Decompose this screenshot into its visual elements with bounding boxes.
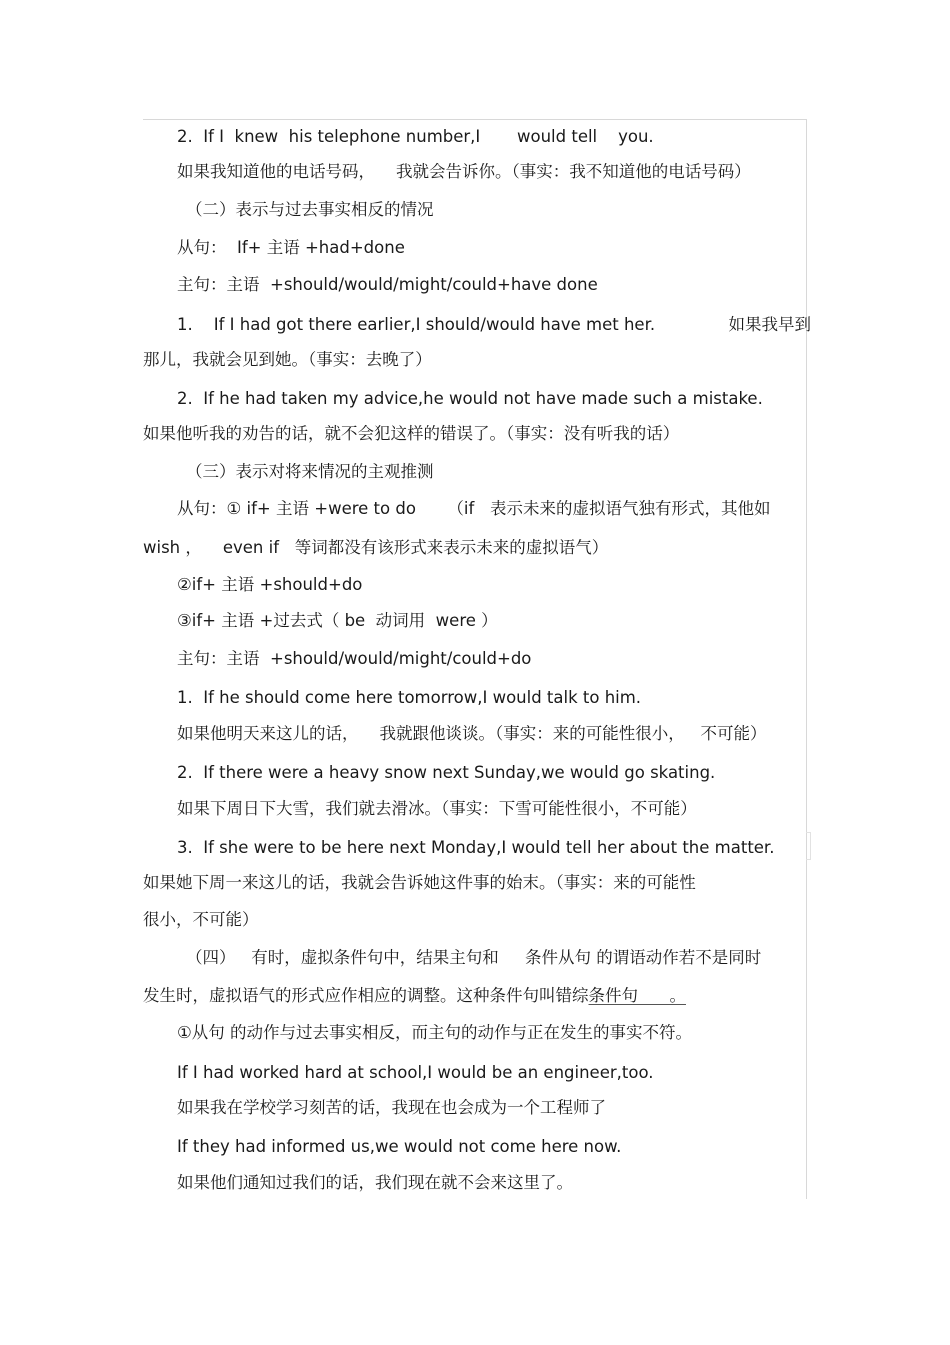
rule-line: 从句：① if+ 主语 +were to do （if 表示未来的虚拟语气独有形式，其他如	[177, 499, 771, 518]
translation-line: 如果他听我的劝告的话，就不会犯这样的错误了。（事实：没有听我的话）	[143, 424, 680, 443]
section-heading: （二）表示与过去事实相反的情况	[186, 200, 434, 219]
section-heading: （三）表示对将来情况的主观推测	[186, 462, 434, 481]
rule-line: ②if+ 主语 +should+do	[177, 575, 363, 594]
rule-line: 从句： If+ 主语 +had+done	[177, 238, 405, 257]
rule-line: ①从句 的动作与过去事实相反，而主句的动作与正在发生的事实不符。	[177, 1023, 693, 1042]
translation-line: 很小，不可能）	[143, 910, 259, 929]
translation-line: 如果我在学校学习刻苦的话，我现在也会成为一个工程师了	[177, 1098, 606, 1117]
page-border-top	[143, 119, 807, 120]
example-line: 2. If he had taken my advice,he would not have made such a mistake.	[177, 389, 763, 408]
rule-line: 主句：主语 +should/would/might/could+do	[177, 649, 532, 668]
translation-line: 如果下周日下大雪，我们就去滑冰。（事实：下雪可能性很小，不可能）	[177, 799, 697, 818]
paragraph-line	[143, 985, 686, 1007]
translation-line: 如果她下周一来这儿的话，我就会告诉她这件事的始末。（事实：来的可能性	[143, 873, 696, 892]
example-line: 2. If I knew his telephone number,I would tell you.	[177, 127, 654, 146]
translation-line: 那儿，我就会见到她。（事实：去晚了）	[143, 350, 432, 369]
example-line: 3. If she were to be here next Monday,I would tell her about the matter.	[177, 838, 775, 857]
example-line: If I had worked hard at school,I would be an engineer,too.	[177, 1063, 654, 1082]
example-line: 1. If I had got there earlier,I should/would have met her. 如果我早到	[177, 315, 812, 334]
example-line: 1. If he should come here tomorrow,I would talk to him.	[177, 688, 642, 707]
paragraph-text: 发生时，虚拟语气的形式应作相应的调整。这种条件句叫错综	[143, 986, 589, 1005]
translation-line: 如果他们通知过我们的话，我们现在就不会来这里了。	[177, 1173, 573, 1192]
underlined-term: 条件句	[588, 986, 638, 1005]
blank-period: 。	[638, 986, 686, 1005]
page-border-right	[806, 119, 807, 1199]
rule-line: wish ， even if 等词都没有该形式来表示未来的虚拟语气）	[143, 538, 609, 557]
example-line: If they had informed us,we would not come here now.	[177, 1137, 622, 1156]
page-border-marker	[806, 832, 811, 860]
translation-line: 如果我知道他的电话号码， 我就会告诉你。（事实：我不知道他的电话号码）	[177, 162, 751, 181]
translation-line: 如果他明天来这儿的话， 我就跟他谈谈。（事实：来的可能性很小， 不可能）	[177, 724, 767, 743]
rule-line: 主句：主语 +should/would/might/could+have done	[177, 275, 598, 294]
example-line: 2. If there were a heavy snow next Sunday,we would go skating.	[177, 763, 716, 782]
section-heading: （四） 有时，虚拟条件句中，结果主句和 条件从句 的谓语动作若不是同时	[186, 948, 762, 967]
rule-line: ③if+ 主语 +过去式（ be 动词用 were ）	[177, 611, 498, 630]
